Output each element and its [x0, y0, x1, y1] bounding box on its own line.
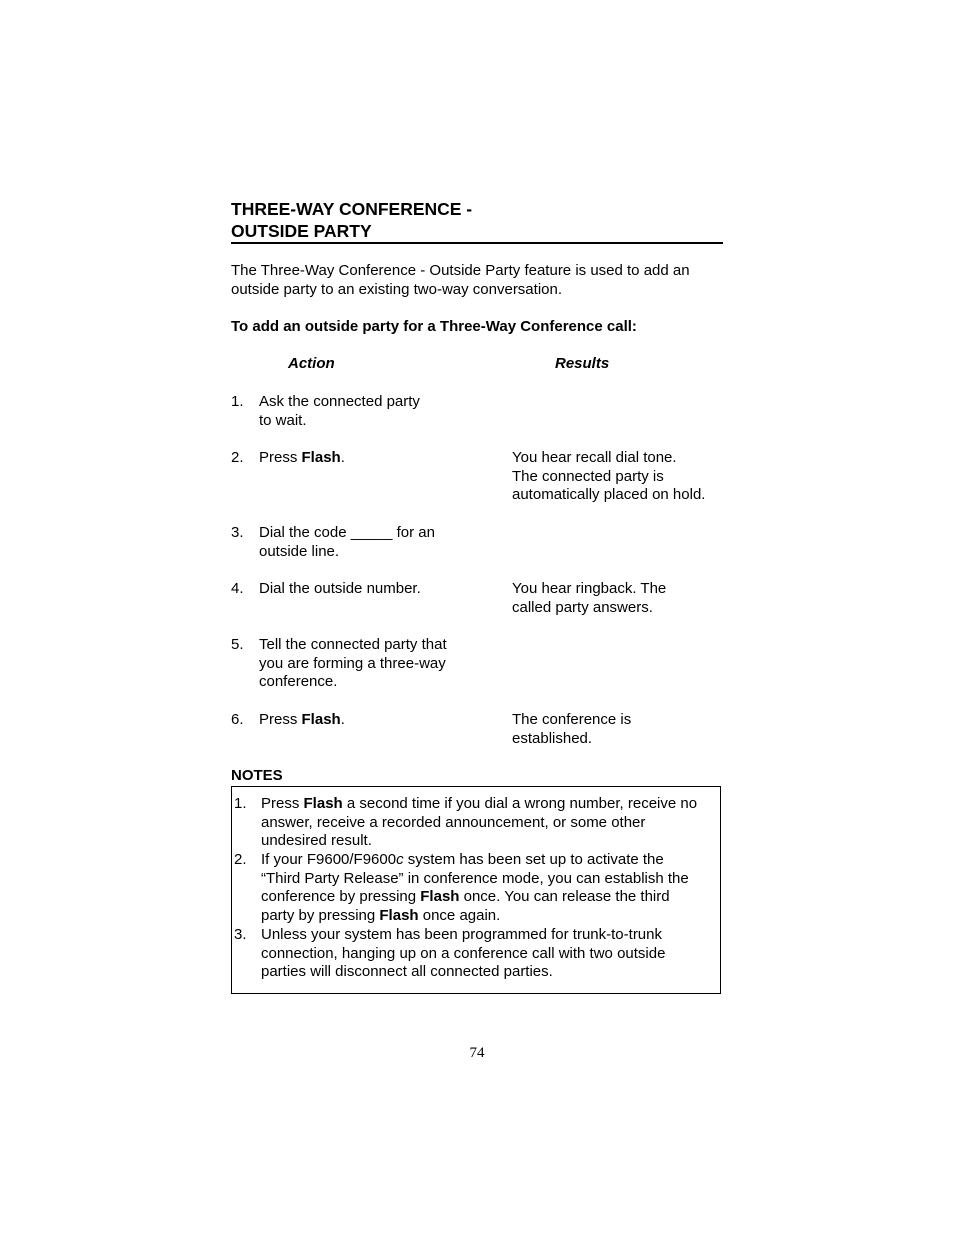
- note-line: Unless your system has been programmed for trunk-to-trunk: [261, 926, 662, 943]
- step-action-line: Ask the connected party: [259, 393, 420, 410]
- step-result-line: You hear ringback. The: [512, 580, 667, 597]
- note-line: connection, hanging up on a conference call with two outside: [261, 944, 666, 962]
- note-fragment: once. You can release the third: [459, 888, 670, 906]
- step-result-line: You hear recall dial tone.: [512, 449, 677, 466]
- note-fragment: Press: [261, 795, 304, 812]
- note-fragment: once again.: [418, 906, 501, 924]
- notes-box: [231, 786, 721, 994]
- note-fragment: party by pressing: [261, 906, 380, 924]
- flash-key-label: Flash: [379, 906, 419, 924]
- step-action-text: Press: [259, 711, 302, 728]
- step-action-line: you are forming a three-way: [259, 654, 446, 672]
- procedure-heading: To add an outside party for a Three-Way Conference call:: [231, 318, 637, 335]
- step-number: 2.: [231, 449, 244, 466]
- step-number: 3.: [231, 524, 244, 541]
- section-title-line-2: OUTSIDE PARTY: [231, 221, 372, 241]
- step-number: 5.: [231, 636, 244, 653]
- step-result: [512, 711, 727, 748]
- step-action-line: Dial the code _____ for an: [259, 524, 435, 541]
- action-column-header: Action: [288, 355, 335, 372]
- note-text: [261, 926, 721, 982]
- step-action-line: Tell the connected party that: [259, 636, 447, 653]
- step-result-line: automatically placed on hold.: [512, 486, 706, 504]
- note-fragment: c: [396, 851, 404, 868]
- note-number: 2.: [234, 851, 247, 868]
- step-number: 6.: [231, 711, 244, 728]
- step-number: 4.: [231, 580, 244, 597]
- flash-key-label: Flash: [301, 449, 341, 466]
- step-action: [259, 636, 489, 692]
- step-action-line: conference.: [259, 673, 338, 691]
- note-line: parties will disconnect all connected parties.: [261, 963, 553, 981]
- note-line: [261, 795, 721, 814]
- step-action-line: [259, 711, 489, 730]
- page-number: 74: [469, 1045, 485, 1061]
- step-action-line: Dial the outside number.: [259, 580, 421, 597]
- note-line: answer, receive a recorded announcement, or some other: [261, 813, 646, 831]
- notes-heading: NOTES: [231, 767, 283, 784]
- step-result-line: called party answers.: [512, 598, 653, 616]
- note-line: [261, 907, 721, 926]
- flash-key-label: Flash: [303, 795, 343, 812]
- step-action: [259, 393, 489, 430]
- intro-paragraph: [231, 262, 723, 299]
- results-column-header: Results: [555, 355, 610, 372]
- section-title-line-1: THREE-WAY CONFERENCE -: [231, 199, 473, 219]
- note-fragment: system has been set up to activate the: [403, 851, 664, 868]
- note-line: undesired result.: [261, 832, 372, 850]
- step-number: 1.: [231, 393, 244, 410]
- step-result: [512, 449, 727, 505]
- note-fragment: a second time if you dial a wrong number, receive no: [342, 795, 698, 812]
- step-action: [259, 580, 489, 599]
- note-number: 1.: [234, 795, 247, 812]
- step-action: [259, 449, 489, 468]
- note-text: [261, 795, 721, 851]
- note-line: “Third Party Release” in conference mode, you can establish the: [261, 869, 689, 887]
- step-action: [259, 711, 489, 730]
- step-result-line: established.: [512, 729, 593, 747]
- intro-line: The Three-Way Conference - Outside Party feature is used to add an: [231, 262, 690, 279]
- step-action-line: outside line.: [259, 542, 340, 560]
- flash-key-label: Flash: [420, 888, 460, 906]
- flash-key-label: Flash: [301, 711, 341, 728]
- note-line: [261, 851, 721, 870]
- section-title: [231, 198, 723, 244]
- intro-line: outside party to an existing two-way conversation.: [231, 280, 563, 298]
- step-action-text: .: [340, 449, 345, 466]
- note-fragment: If your F9600/F9600: [261, 851, 397, 868]
- note-text: [261, 851, 721, 925]
- step-result-line: The connected party is: [512, 467, 664, 485]
- step-action-text: Press: [259, 449, 302, 466]
- note-line: [261, 888, 721, 907]
- step-action-line: to wait.: [259, 411, 307, 429]
- note-number: 3.: [234, 926, 247, 943]
- step-result: [512, 580, 727, 617]
- step-action: [259, 524, 489, 561]
- step-action-line: [259, 449, 489, 468]
- step-action-text: .: [340, 711, 345, 728]
- note-fragment: conference by pressing: [261, 888, 421, 906]
- step-result-line: The conference is: [512, 711, 632, 728]
